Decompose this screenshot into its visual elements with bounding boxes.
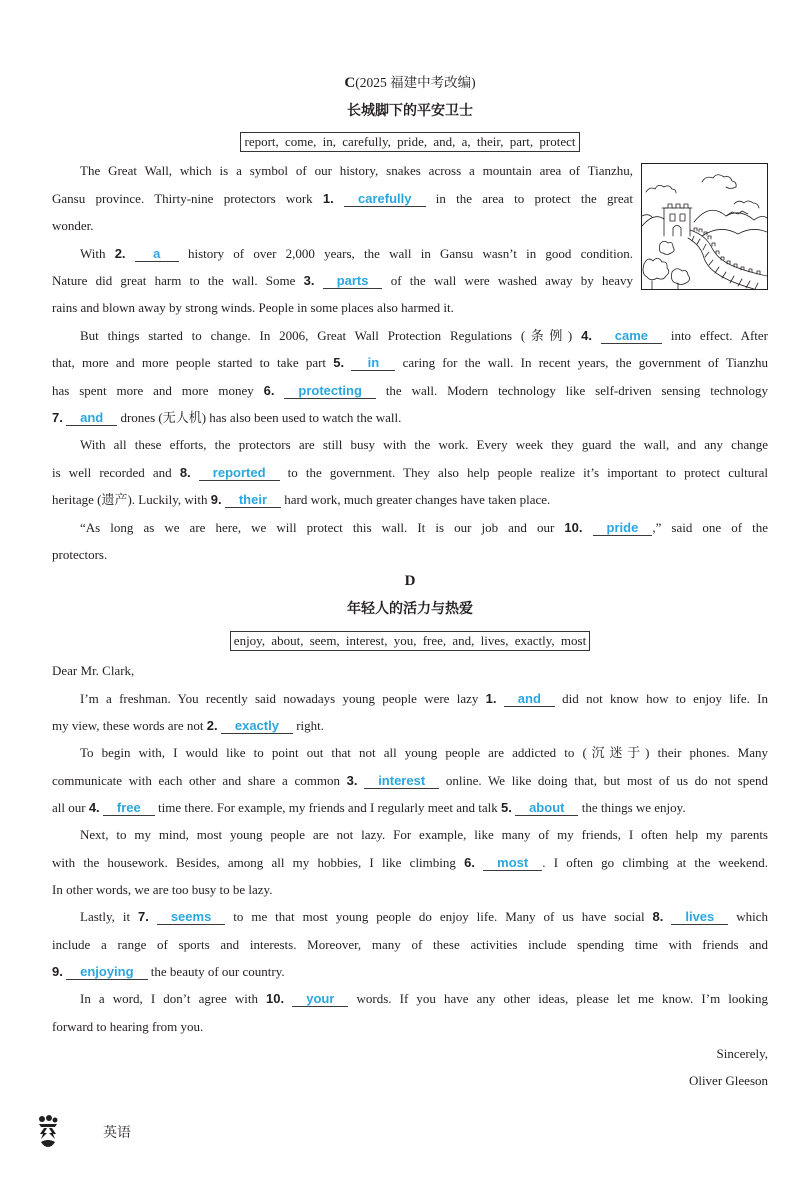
text-segment: Lastly, it	[80, 909, 139, 925]
text-line	[52, 377, 768, 404]
text-segment: But things started to change. In 2006, Great Wall Protection Regulations (条例)	[80, 327, 582, 343]
letter-salutation: Dear Mr. Clark,	[52, 663, 135, 679]
text-segment: which	[728, 909, 768, 925]
word-bank-box: report, come, in, carefully, pride, and, a, their, part, protect	[240, 132, 579, 152]
text-segment: . I often go climbing at the weekend.	[542, 854, 768, 870]
answer-blank: seems	[157, 910, 225, 925]
text-segment: With	[80, 245, 115, 261]
text-segment: rains and blown away by strong winds. People in some places also harmed it.	[52, 300, 454, 316]
text-line	[52, 404, 768, 431]
answer-blank: and	[66, 411, 117, 426]
blank-number: 10.	[266, 991, 285, 1007]
text-segment: To begin with, I would like to point out that not all young people are addicted to (沉迷于) their phones. Many	[80, 745, 768, 761]
great-wall-illustration	[641, 163, 768, 290]
blank-number: 8.	[179, 464, 191, 480]
text-segment: forward to hearing from you.	[52, 1018, 204, 1034]
blank-number: 2.	[114, 245, 126, 261]
text-segment: time there. For example, my friends and I regularly meet and talk	[154, 799, 501, 815]
text-line	[52, 486, 768, 513]
text-segment: to the government. They also help people realize it’s important to protect cultural	[279, 464, 768, 480]
text-line	[52, 985, 768, 1012]
blank-number: 1.	[322, 190, 334, 206]
text-segment: of the wall were washed away by heavy	[382, 272, 633, 288]
text-segment: did not know how to enjoy life. In	[554, 690, 769, 706]
paragraph	[52, 739, 768, 821]
text-line	[52, 958, 768, 985]
publisher-logo-icon	[36, 1114, 60, 1148]
blank-number: 8.	[652, 909, 664, 925]
text-segment: drones (无人机) has also been used to watch the wall.	[117, 409, 402, 425]
letter-body	[52, 685, 768, 1040]
blank-number: 10.	[564, 519, 583, 535]
blank-number: 2.	[206, 717, 218, 733]
answer-blank: reported	[199, 466, 280, 481]
text-segment: ,” said one of the	[652, 519, 768, 535]
answer-blank: came	[601, 329, 662, 344]
text-segment: is well recorded and	[52, 464, 180, 480]
answer-blank: parts	[323, 274, 383, 289]
section-d-word-bank	[52, 631, 768, 651]
answer-blank: enjoying	[66, 965, 147, 980]
paragraph	[52, 514, 768, 569]
subject-label: 英语	[103, 1125, 131, 1141]
text-segment: that, more and more people started to take part	[52, 355, 334, 371]
answer-blank: most	[483, 856, 542, 871]
section-c-passage	[52, 157, 768, 568]
text-segment: heritage (遗产). Luckily, with	[52, 492, 211, 508]
section-c-heading	[52, 69, 768, 97]
blank-number: 5.	[500, 799, 512, 815]
text-segment: into effect. After	[662, 327, 769, 343]
answer-blank: interest	[364, 774, 439, 789]
text-line	[52, 322, 768, 349]
text-segment: the things we enjoy.	[578, 799, 686, 815]
answer-blank: free	[103, 801, 155, 816]
text-line	[52, 514, 768, 541]
text-line	[52, 876, 768, 903]
paragraph	[52, 431, 768, 513]
text-segment: “As long as we are here, we will protect this wall. It is our job and our	[80, 519, 565, 535]
text-line	[52, 903, 768, 930]
text-segment: caring for the wall. In recent years, the government of Tianzhu	[395, 355, 768, 371]
text-segment: hard work, much greater changes have taken place.	[281, 492, 551, 508]
blank-number: 4.	[88, 799, 100, 815]
text-line	[52, 541, 768, 568]
paragraph	[52, 322, 768, 432]
blank-number: 9.	[210, 492, 222, 508]
answer-blank: about	[515, 801, 578, 816]
text-segment: all our	[52, 799, 89, 815]
text-segment: history of over 2,000 years, the wall in Gansu wasn’t in good condition.	[178, 245, 634, 261]
text-line	[52, 685, 768, 712]
answer-blank: protecting	[284, 384, 376, 399]
section-letter: C	[344, 75, 356, 91]
text-line	[52, 821, 768, 848]
answer-blank: your	[292, 992, 348, 1007]
text-segment: Nature did great harm to the wall. Some	[52, 272, 304, 288]
text-line	[52, 1013, 768, 1040]
text-line	[52, 849, 768, 876]
blank-number: 9.	[52, 963, 63, 979]
text-segment: online. We like doing that, but most of us do not spend	[439, 772, 769, 788]
blank-number: 7.	[138, 909, 149, 925]
text-segment: the wall. Modern technology like self-driven sensing technology	[375, 382, 768, 398]
blank-number: 3.	[346, 772, 358, 788]
word-bank-box: enjoy, about, seem, interest, you, free, and, lives, exactly, most	[230, 631, 590, 651]
letter-signature: Oliver Gleeson	[688, 1073, 768, 1089]
text-segment: Next, to my mind, most young people are not lazy. For example, like many of my friends, I often help my parents	[80, 827, 768, 843]
blank-number: 4.	[581, 327, 592, 343]
answer-blank: carefully	[344, 192, 425, 207]
section-letter: D	[404, 573, 416, 589]
answer-blank: a	[135, 247, 179, 262]
letter-closing: Sincerely,	[716, 1045, 768, 1061]
paragraph	[52, 821, 768, 903]
section-d-heading	[52, 567, 768, 595]
text-segment: Gansu province. Thirty-nine protectors work	[52, 190, 323, 206]
paragraph	[52, 685, 768, 740]
text-segment: wonder.	[52, 218, 94, 234]
text-segment: I’m a freshman. You recently said nowadays young people were lazy	[80, 690, 486, 706]
text-segment: right.	[292, 717, 325, 733]
paragraph	[52, 985, 768, 1040]
text-segment: With all these efforts, the protectors are still busy with the work. Every week they guard the wall, and any change	[80, 437, 768, 453]
section-source: (2025 福建中考改编)	[355, 75, 476, 90]
section-c-title: 长城脚下的平安卫士	[347, 103, 473, 119]
text-segment: In a word, I don’t agree with	[80, 991, 267, 1007]
text-line	[52, 794, 768, 821]
blank-number: 6.	[263, 382, 275, 398]
answer-blank: lives	[671, 910, 728, 925]
answer-blank: their	[225, 493, 281, 508]
text-line	[52, 931, 768, 958]
blank-number: 1.	[485, 690, 497, 706]
blank-number: 6.	[464, 854, 475, 870]
answer-blank: and	[504, 692, 555, 707]
blank-number: 3.	[303, 272, 315, 288]
text-line	[52, 294, 768, 321]
text-line	[52, 459, 768, 486]
text-segment: the beauty of our country.	[147, 963, 285, 979]
blank-number: 7.	[52, 409, 63, 425]
answer-blank: exactly	[221, 719, 293, 734]
text-segment: words. If you have any other ideas, please let me know. I’m looking	[348, 991, 769, 1007]
answer-blank: in	[351, 356, 395, 371]
blank-number: 5.	[333, 355, 345, 371]
section-c-word-bank	[52, 132, 768, 152]
text-line	[52, 712, 768, 739]
answer-blank: pride	[593, 521, 653, 536]
section-d-letter	[52, 657, 768, 1094]
text-line	[52, 431, 768, 458]
section-d-title: 年轻人的活力与热爱	[347, 601, 473, 617]
text-segment: my view, these words are not	[52, 717, 207, 733]
text-segment: The Great Wall, which is a symbol of our history, snakes across a mountain area of Tianzhu,	[80, 163, 633, 179]
paragraph	[52, 903, 768, 985]
text-segment: In other words, we are too busy to be lazy.	[52, 881, 273, 897]
text-line	[52, 739, 768, 766]
text-segment: to me that most young people do enjoy life. Many of us have social	[225, 909, 653, 925]
text-line	[52, 349, 768, 376]
text-segment: has spent more and more money	[52, 382, 264, 398]
text-segment: communicate with each other and share a common	[52, 772, 347, 788]
text-segment: with the housework. Besides, among all my hobbies, I like climbing	[52, 854, 465, 870]
text-segment: include a range of sports and interests. Moreover, many of these activities include spending time with friends and	[52, 936, 768, 952]
text-line	[52, 767, 768, 794]
text-segment: in the area to protect the great	[425, 190, 634, 206]
text-segment: protectors.	[52, 546, 108, 562]
